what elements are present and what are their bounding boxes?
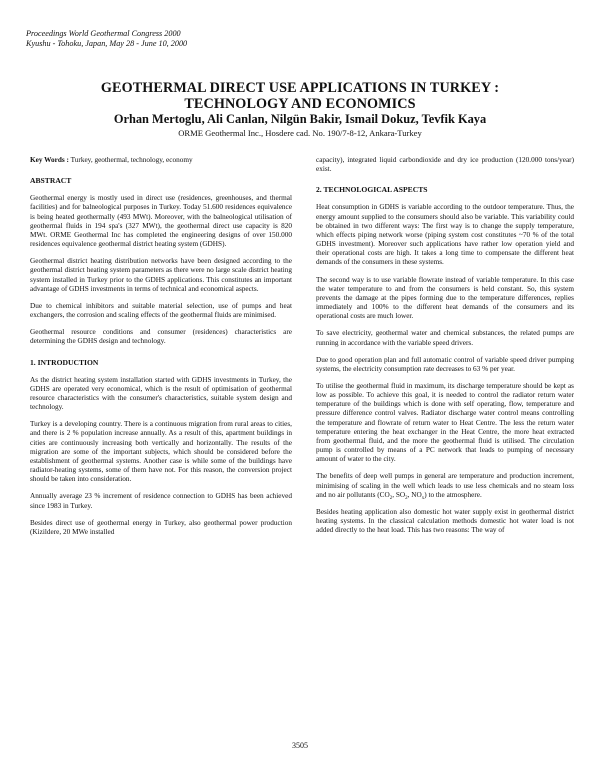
subscript: 2: [405, 495, 408, 501]
text-run: The benefits of deep well pumps in general are temperature and production increment, minimising of scaling in the well which leads to use less chemicals and no steam loss and no air pollutants (CO: [316, 472, 574, 499]
introduction-paragraph: Annually average 23 % increment of residence connection to GDHS has been achieved since 1983 in Turkey.: [30, 492, 292, 510]
abstract-paragraph: Geothermal district heating distribution networks have been designed according to the geothermal district heating system parameters as there were no large scale district heating system installed in Turkey prior to the GDHS applications. This constitutes an important advantage of GDHS investments in terms of technical and economical aspects.: [30, 257, 292, 293]
abstract-heading: ABSTRACT: [30, 176, 72, 186]
header-line-2: Kyushu - Tohoku, Japan, May 28 - June 10, 2000: [26, 39, 188, 48]
abstract-paragraph: Geothermal resource conditions and consumer (residences) characteristics are determining the GDHS design and technology.: [30, 328, 292, 346]
technological-aspects-heading: 2. TECHNOLOGICAL ASPECTS: [316, 185, 428, 195]
abstract-paragraph: Due to chemical inhibitors and suitable material selection, use of pumps and heat exchangers, the corrosion and scaling effects of the geothermal fluids are minimised.: [30, 301, 292, 320]
text-run: , SO: [392, 490, 406, 499]
left-column: [30, 156, 292, 545]
tech-paragraph: Besides heating application also domestic hot water supply exist in geothermal district heating systems. In the classical calculation methods domestic hot water load is not added directly to the heat load. This has two reasons: The way of: [316, 507, 574, 535]
tech-paragraph: To save electricity, geothermal water and chemical substances, the related pumps are running in accordance with the variable speed drivers.: [316, 329, 574, 347]
paper-title-line-2: TECHNOLOGY AND ECONOMICS: [184, 96, 416, 112]
keywords-label: Key Words :: [30, 156, 69, 164]
keywords-text: Turkey, geothermal, technology, economy: [68, 156, 193, 164]
header-line-1: Proceedings World Geothermal Congress 2000: [26, 29, 181, 38]
introduction-heading: 1. INTRODUCTION: [30, 357, 99, 367]
tech-paragraph-deep-well-pumps: [316, 472, 574, 499]
tech-paragraph: Due to good operation plan and full automatic control of variable speed driver pumping systems, the electricity consumption rate decreases to 63 % per year.: [316, 355, 574, 373]
tech-paragraph: The second way is to use variable flowrate instead of variable temperature. In this case the water temperature to and from the consumers is held constant. So, this system prevents the damage at the pipes forming due to the temperature differences, replies immediately and 100% to the different heat demands of the consumers and its operational costs are much lower.: [316, 275, 574, 321]
text-run: ) to the atmosphere.: [424, 490, 482, 499]
introduction-paragraph: Besides direct use of geothermal energy in Turkey, also geothermal power production (Kizildere, 20 MWe installed: [30, 518, 292, 536]
text-run: , NO: [407, 490, 422, 499]
paper-title-line-1: GEOTHERMAL DIRECT USE APPLICATIONS IN TURKEY :: [100, 80, 500, 96]
proceedings-header: [26, 29, 187, 49]
abstract-paragraph: Geothermal energy is mostly used in direct use (residences, greenhouses, and thermal facilities) and for balneological purposes in Turkey. Today 51.600 residences equivalence is being heated geothermally (493 MWt). Moreover, with the balneological utilisation of geothermal fluids in 194 spa's (327 MWt), the geothermal direct use capacity is 820 MWt. ORME Geothermal Inc has completed the engineering designs of over 150.000 residences equivalence geothermal district heating system (GDHS).: [30, 194, 292, 249]
author-list: Orhan Mertoglu, Ali Canlan, Nilgün Bakir, Ismail Dokuz, Tevfik Kaya: [113, 112, 487, 126]
right-column: [316, 156, 574, 543]
page-number: 3505: [292, 741, 308, 750]
keywords: [30, 156, 292, 165]
introduction-paragraph: Turkey is a developing country. There is a continuous migration from rural areas to cities, and there is 2 % population increase annually. As a result of this, apartment buildings in cities are continuously increasing both vertically and horizontally. The results of the migration are some of the important subjects, which should be considered before the establishment of geothermal systems. Another case is while some of the buildings have radiator-heating systems, some of them have not. For this reason, the conversion project should be taken into consideration.: [30, 420, 292, 484]
tech-paragraph: To utilise the geothermal fluid in maximum, its discharge temperature should be kept as low as possible. To achieve this goal, it is needed to control the radiator return water temperature of the buildings which is done with self operating, flow, temperature and pressure difference control valves. Radiator discharge water control means controlling the temperature and flowrate of return water to Heat Centre. The less the return water temperature entering the heat exchanger in the Heat Centre, the more heat extracted from geothermal fluid, and the more the geothermal fluid is utilised. The circulation pump is controlled by means of a PC network that leads to pumping of necessary amount of water to the city.: [316, 381, 574, 464]
subscript: 2: [389, 495, 393, 501]
affiliation: ORME Geothermal Inc., Hosdere cad. No. 190/7-8-12, Ankara-Turkey: [178, 128, 422, 138]
subscript: x: [421, 495, 425, 501]
continuation-paragraph: capacity), integrated liquid carbondioxide and dry ice production (120.000 tons/year) exist.: [316, 156, 574, 174]
introduction-paragraph: As the district heating system installation started with GDHS investments in Turkey, the GDHS are operated very economical, which is the result of optimisation of geothermal resource characteristics with the consumer's characteristics, suitable system design and technology.: [30, 375, 292, 412]
tech-paragraph: Heat consumption in GDHS is variable according to the outdoor temperature. Thus, the energy amount supplied to the consumers should also be variable. This variability could be obtained in two different ways: The first way is to change the supply temperature, which effects piping network worse (piping system cost constitutes ~70 % of the total GDHS investment). Moreover such applications have rather low operation yield and their operational costs are high. It takes a long time to compensate the different heat demands of the consumers in these systems.: [316, 203, 574, 267]
